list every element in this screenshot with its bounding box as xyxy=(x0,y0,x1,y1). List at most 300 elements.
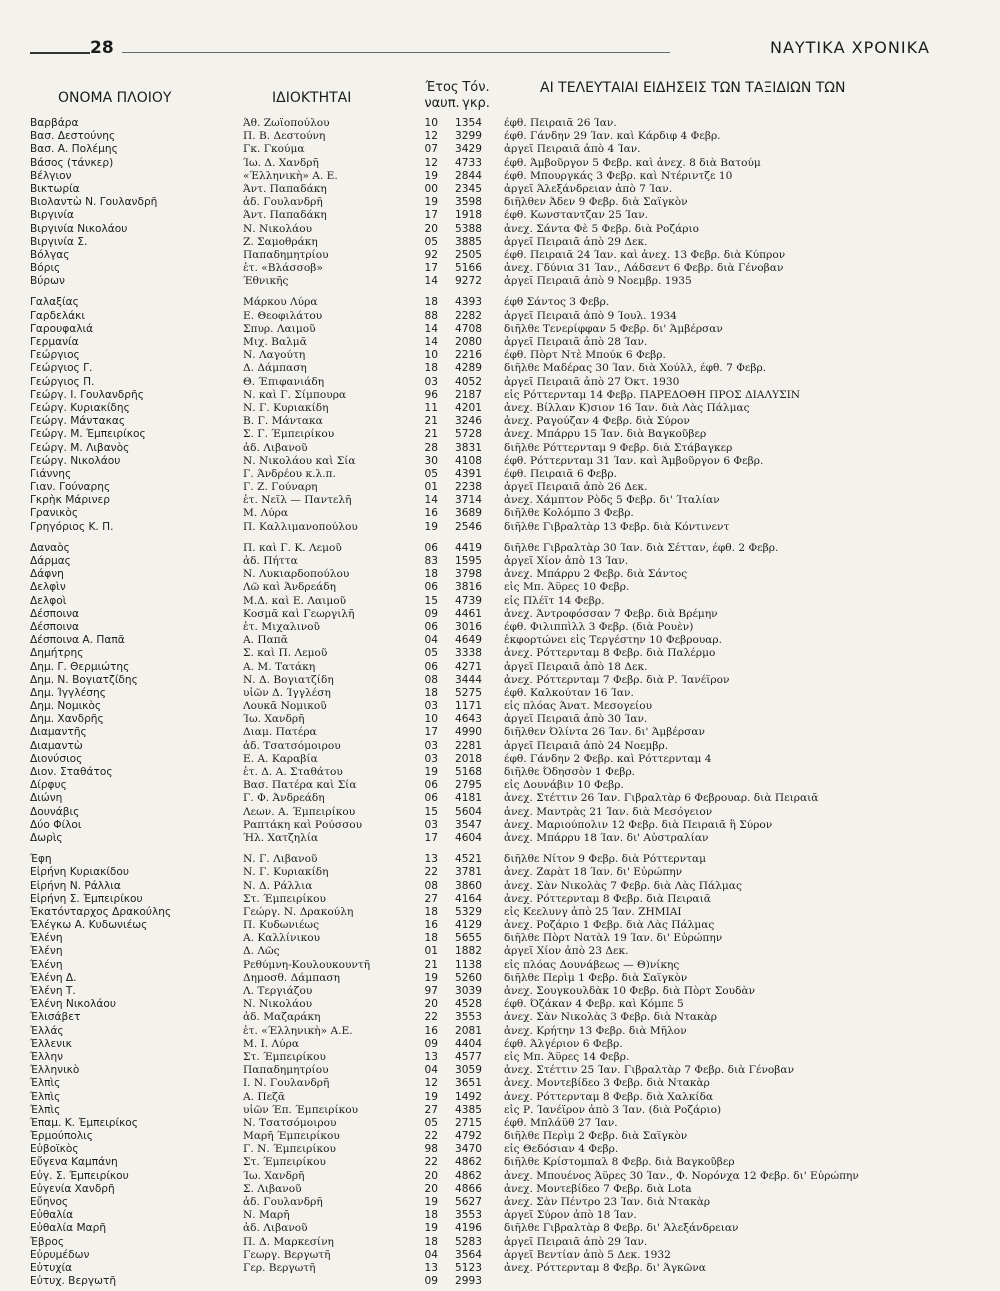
cell-year: 83 xyxy=(424,555,438,567)
table-row xyxy=(30,1249,970,1262)
table-row xyxy=(30,1156,970,1169)
cell-ton: 2216 xyxy=(455,349,482,362)
cell-ton: 3816 xyxy=(455,581,482,594)
table-row xyxy=(30,349,970,362)
cell-name: Γερμανία xyxy=(30,336,79,348)
cell-owner: «Έλληνικὴ» Α. Ε. xyxy=(243,169,338,182)
cell-year: 06 xyxy=(424,779,438,792)
cell-year: 05 xyxy=(424,1116,438,1129)
table-row xyxy=(30,1025,970,1038)
table-row xyxy=(30,832,970,845)
table-row xyxy=(30,143,970,156)
cell-name: Δημ. Ν. Βογιατζίδης xyxy=(30,673,138,686)
table-row xyxy=(30,880,970,893)
cell-name: Εὐθαλία xyxy=(30,1209,74,1222)
cell-name: Δημήτρης xyxy=(30,647,84,660)
table-row xyxy=(30,209,970,222)
cell-ton: 5166 xyxy=(455,262,482,275)
cell-news: έφθ. Όζάκαν 4 Φεβρ. καὶ Κόμπε 5 xyxy=(504,998,684,1011)
cell-news: ἀνεχ. Ροζάριο 1 Φεβρ. διὰ Λὰς Πάλμας xyxy=(504,919,715,932)
cell-name: Γεώργιος xyxy=(30,349,80,362)
cell-owner: Έθνικῆς xyxy=(243,275,289,288)
cell-ton: 4990 xyxy=(455,726,482,739)
ship-table xyxy=(30,117,970,1288)
cell-name: Γαρουφαλιά xyxy=(30,322,94,335)
cell-name: Διαμαντῆς xyxy=(30,726,87,739)
cell-ton: 4739 xyxy=(455,594,482,607)
cell-news: έφθ. Πὸρτ Ντὲ Μπούκ 6 Φεβρ. xyxy=(504,349,666,362)
cell-year: 20 xyxy=(424,1169,438,1182)
cell-name: Δημ. Γ. Θερμιώτης xyxy=(30,660,130,673)
table-row xyxy=(30,766,970,779)
cell-ton: 4404 xyxy=(455,1037,482,1050)
table-row xyxy=(30,275,970,288)
cell-owner: Ν. Δ. Βογιατζίδη xyxy=(243,673,334,686)
cell-news: ἀνεχ. Σὰν Νικολὰς 7 Φεβρ. διὰ Λὰς Πάλμας xyxy=(504,879,742,892)
cell-owner: Α. Καλλίνικου xyxy=(243,932,321,945)
table-row xyxy=(30,117,970,130)
cell-owner: ἑτ. «Έλληνικὴ» Α.Ε. xyxy=(243,1024,353,1037)
cell-year: 09 xyxy=(424,1037,438,1050)
cell-owner: Ίω. Χανδρῆ xyxy=(243,713,305,726)
cell-owner: Μ. Ι. Λύρα xyxy=(243,1037,299,1050)
cell-name: Εὐγ. Σ. Έμπειρίκου xyxy=(30,1169,129,1182)
cell-name: Έλλενικ xyxy=(30,1037,72,1050)
cell-news: διῆλθε Γιβραλτὰρ 30 Ίαν. διὰ Σέτταν, έφθ. 2 Φεβρ. xyxy=(504,541,779,554)
cell-news: ἀνεχ. Ρόττερνταμ 8 Φεβρ. διὰ Παλέρμο xyxy=(504,647,716,660)
table-row xyxy=(30,945,970,958)
table-row xyxy=(30,542,970,555)
table-row xyxy=(30,1209,970,1222)
cell-news: ἀνεχ. Ρόττερνταμ 8 Φεβρ. δι' Άγκῶνα xyxy=(504,1261,706,1274)
cell-news: ἀργεῖ Άλεξάνδρειαν ἀπὸ 7 Ίαν. xyxy=(504,182,673,195)
cell-owner: Σ. καὶ Π. Λεμοῦ xyxy=(243,647,328,660)
cell-name: Γεώργ. Κυριακίδης xyxy=(30,401,130,414)
cell-news: εἰς πλόας Δουνάβεως — Θ)νίκης xyxy=(504,958,680,971)
cell-name: Δέσποινα xyxy=(30,607,80,620)
table-row xyxy=(30,362,970,375)
cell-ton: 2715 xyxy=(455,1116,482,1129)
cell-ton: 5604 xyxy=(455,805,482,818)
table-row xyxy=(30,236,970,249)
cell-ton: 9272 xyxy=(455,275,482,288)
table-row xyxy=(30,1064,970,1077)
cell-year: 19 xyxy=(424,1090,438,1103)
cell-owner: Ίω. Δ. Χανδρῆ xyxy=(243,156,319,169)
cell-news: ἀργεῖ Πειραιᾶ ἀπὸ 9 Ίουλ. 1934 xyxy=(504,309,677,322)
cell-news: ἀνεχ. Μοντεβίδεο 7 Φεβρ. διὰ Lota xyxy=(504,1182,692,1195)
cell-name: Έκατόνταρχος Δρακούλης xyxy=(30,905,172,918)
table-row xyxy=(30,634,970,647)
cell-name: Γεώργ. Μ. Λιβανὸς xyxy=(30,441,130,454)
cell-year: 13 xyxy=(424,853,438,866)
cell-ton: 3714 xyxy=(455,494,482,507)
cell-news: εἰς πλόας Άνατ. Μεσογείου xyxy=(504,700,653,713)
cell-year: 03 xyxy=(424,700,438,713)
cell-name: Έλλην xyxy=(30,1050,64,1063)
cell-name: Δημ. Χανδρῆς xyxy=(30,713,104,726)
table-row xyxy=(30,581,970,594)
cell-name: Βικτωρία xyxy=(30,182,80,195)
cell-ton: 4052 xyxy=(455,375,482,388)
cell-ton: 2345 xyxy=(455,182,482,195)
cell-owner: Α. Παπᾶ xyxy=(243,634,288,647)
cell-year: 18 xyxy=(424,905,438,918)
cell-owner: Σ. Λιβανοῦ xyxy=(243,1182,302,1195)
cell-name: Δέσποινα xyxy=(30,620,80,633)
cell-year: 21 xyxy=(424,428,438,441)
cell-ton: 4708 xyxy=(455,322,482,335)
cell-owner: Λεων. Α. Έμπειρίκου xyxy=(243,805,356,818)
cell-ton: 4419 xyxy=(455,541,482,554)
cell-name: Γεώργ. Μ. Έμπειρίκος xyxy=(30,428,146,441)
cell-name: Έλπὶς xyxy=(30,1090,61,1103)
table-row xyxy=(30,932,970,945)
cell-year: 19 xyxy=(424,520,438,533)
cell-news: εἰς Θεδόσιαν 4 Φεβρ. xyxy=(504,1143,619,1156)
cell-year: 18 xyxy=(424,686,438,699)
cell-ton: 4289 xyxy=(455,362,482,375)
cell-name: Γεώργ. Μάντακας xyxy=(30,415,126,428)
cell-ton: 2546 xyxy=(455,520,482,533)
page-header xyxy=(30,36,970,66)
cell-owner: Ν. Νικολάου xyxy=(243,998,313,1011)
cell-owner: Π. Β. Δεστούνη xyxy=(243,130,326,143)
cell-owner: Δημοσθ. Δάμπαση xyxy=(243,971,340,984)
table-row xyxy=(30,468,970,481)
cell-owner: Δ. Δάμπαση xyxy=(243,362,307,375)
cell-year: 13 xyxy=(424,1050,438,1063)
cell-owner: Α. Μ. Τατάκη xyxy=(243,660,316,673)
cell-ton: 1138 xyxy=(455,958,482,971)
cell-owner: ἀδ. Πήττα xyxy=(243,555,298,567)
cell-year: 06 xyxy=(424,541,438,554)
cell-ton: 3798 xyxy=(455,568,482,581)
cell-ton: 1595 xyxy=(455,555,482,567)
cell-ton: 4164 xyxy=(455,892,482,905)
cell-ton: 5329 xyxy=(455,905,482,918)
table-row xyxy=(30,481,970,494)
cell-name: Γρηγόριος Κ. Π. xyxy=(30,520,114,533)
header-latest-news: ΑΙ ΤΕΛΕΥΤΑΙΑΙ ΕΙΔΗΣΕΙΣ ΤΩΝ ΤΑΞΙΔΙΩΝ ΤΩΝ xyxy=(540,80,846,96)
cell-owner: Ρεθύμνη-Κουλουκουντῆ xyxy=(243,958,371,971)
table-row xyxy=(30,249,970,262)
cell-name: Εὐτυχ. Βεργωτῆ xyxy=(30,1275,117,1288)
cell-news: εἰς Μπ. Άϋρες 10 Φεβρ. xyxy=(504,581,630,594)
cell-name: Γκρὴκ Μάρινερ xyxy=(30,494,110,507)
cell-owner: Άντ. Παπαδάκη xyxy=(243,182,327,195)
cell-news: έφθ. Μπουργκάς 3 Φεβρ. καὶ Ντέριντζε 10 xyxy=(504,169,733,182)
cell-news: έφθ. Καλκούταν 16 Ίαν. xyxy=(504,686,634,699)
cell-year: 19 xyxy=(424,1222,438,1235)
cell-news: ἀργεῖ Πειραιᾶ ἀπὸ 4 Ίαν. xyxy=(504,143,641,156)
cell-name: Βιργινία Νικολάου xyxy=(30,222,128,235)
cell-name: Έλένη Τ. xyxy=(30,985,76,997)
cell-news: διῆλθε Περὶμ 2 Φεβρ. διὰ Σαϊγκὸν xyxy=(504,1130,688,1143)
cell-name: Δάφνη xyxy=(30,568,64,581)
cell-owner: ἑτ. Μιχαλινοῦ xyxy=(243,620,320,633)
cell-name: Εὐγενία Χανδρῆ xyxy=(30,1182,115,1195)
table-row xyxy=(30,959,970,972)
table-row xyxy=(30,792,970,805)
cell-ton: 2993 xyxy=(455,1275,482,1288)
cell-ton: 5728 xyxy=(455,428,482,441)
table-row xyxy=(30,1183,970,1196)
cell-name: Δελφὶν xyxy=(30,581,66,594)
cell-name: Διον. Σταθάτος xyxy=(30,766,113,778)
cell-ton: 4181 xyxy=(455,792,482,805)
cell-news: ἀνεχ. Ρόττερνταμ 8 Φεβρ. διὰ Πειραιᾶ xyxy=(504,892,711,905)
table-row xyxy=(30,1077,970,1090)
table-row xyxy=(30,661,970,674)
cell-year: 04 xyxy=(424,1248,438,1261)
cell-year: 22 xyxy=(424,1156,438,1169)
cell-news: ἀργεῖ Πειραιᾶ ἀπὸ 28 Ίαν. xyxy=(504,336,648,348)
cell-news: διῆλθε Κολόμπο 3 Φεβρ. xyxy=(504,507,634,520)
cell-year: 12 xyxy=(424,1077,438,1090)
cell-ton: 1882 xyxy=(455,945,482,958)
cell-news: ἀνεχ. Ζαρὰτ 18 Ίαν. δι' Εὐρώπην xyxy=(504,866,683,879)
cell-ton: 3553 xyxy=(455,1011,482,1024)
table-row xyxy=(30,170,970,183)
cell-name: Εὐβοϊκὸς xyxy=(30,1143,79,1156)
table-row xyxy=(30,972,970,985)
cell-news: ἀνεχ. Σὰν Πέντρο 23 Ίαν. διὰ Ντακὰρ xyxy=(504,1196,711,1208)
cell-owner: Π. Καλλιμανοπούλου xyxy=(243,520,358,533)
cell-news: ἀνεχ. Ραγούζαν 4 Φεβρ. διὰ Σύρον xyxy=(504,415,690,428)
cell-year: 18 xyxy=(424,568,438,581)
table-row xyxy=(30,494,970,507)
cell-owner: Άθ. Ζωϊοπούλου xyxy=(243,117,330,129)
cell-name: Γαλαξίας xyxy=(30,296,79,309)
cell-owner: ἑτ. Νεῖλ — Παντελῆ xyxy=(243,494,352,507)
table-row xyxy=(30,376,970,389)
cell-owner: Ίω. Χανδρῆ xyxy=(243,1169,305,1182)
cell-year: 92 xyxy=(424,248,438,261)
table-row xyxy=(30,1130,970,1143)
cell-name: Έλένη xyxy=(30,932,63,945)
cell-owner: Ν. Νικολάου xyxy=(243,222,313,235)
table-row xyxy=(30,310,970,323)
cell-year: 13 xyxy=(424,1261,438,1274)
table-row xyxy=(30,1196,970,1209)
table-row xyxy=(30,726,970,739)
table-row xyxy=(30,1143,970,1156)
cell-name: Βαρβάρα xyxy=(30,117,79,129)
cell-ton: 2018 xyxy=(455,752,482,765)
table-row xyxy=(30,893,970,906)
table-row xyxy=(30,608,970,621)
cell-owner: Γ. Ζ. Γούναρη xyxy=(243,481,318,494)
cell-news: ἀνεχ. Μαριούπολιν 12 Φεβρ. διὰ Πειραιᾶ ἢ Σύρον xyxy=(504,818,773,831)
cell-name: Έλισάβετ xyxy=(30,1011,81,1024)
cell-owner: ἑτ. «Βλάσσοβ» xyxy=(243,262,323,275)
cell-news: ἀργεῖ Βεντίαν ἀπὸ 5 Δεκ. 1932 xyxy=(504,1248,671,1261)
table-row xyxy=(30,507,970,520)
cell-news: ἀνεχ. Μοντεβίδεο 3 Φεβρ. διὰ Ντακὰρ xyxy=(504,1077,710,1090)
cell-ton: 2081 xyxy=(455,1024,482,1037)
header-ship-name: ΟΝΟΜΑ ΠΛΟΙΟΥ xyxy=(58,90,172,106)
cell-news: έφθ. Πειραιᾶ 26 Ίαν. xyxy=(504,117,617,129)
cell-ton: 3444 xyxy=(455,673,482,686)
cell-name: Εἰρήνη Ν. Ράλλια xyxy=(30,879,121,892)
cell-owner: Ν. Λυκιαρδοπούλου xyxy=(243,568,350,581)
cell-news: ἀνεχ. Βίλλαν Κ)σιον 16 Ίαν. διὰ Λὰς Πάλμας xyxy=(504,401,750,414)
cell-ton: 3338 xyxy=(455,647,482,660)
table-row xyxy=(30,1051,970,1064)
table-row xyxy=(30,415,970,428)
column-headers xyxy=(30,76,970,114)
cell-ton: 4391 xyxy=(455,467,482,480)
cell-year: 28 xyxy=(424,441,438,454)
cell-news: ἀνεχ. Άντροφόσσαν 7 Φεβρ. διὰ Βρέμην xyxy=(504,607,718,620)
table-row xyxy=(30,819,970,832)
cell-owner: Ν. Γ. Κυριακίδη xyxy=(243,866,329,879)
table-row xyxy=(30,183,970,196)
cell-owner: Μάρκου Λύρα xyxy=(243,296,318,309)
cell-ton: 2282 xyxy=(455,309,482,322)
cell-owner: Ν. Δ. Ράλλια xyxy=(243,879,313,892)
cell-year: 06 xyxy=(424,660,438,673)
cell-year: 19 xyxy=(424,1196,438,1208)
cell-owner: ἀδ. Τσατσόμοιρου xyxy=(243,739,341,752)
table-row xyxy=(30,1038,970,1051)
cell-news: εἰς Ρ. Ίανέϊρον ἀπὸ 3 Ίαν. (διὰ Ροζάριο) xyxy=(504,1103,722,1116)
cell-name: Δέσποινα Α. Παπᾶ xyxy=(30,634,125,647)
cell-ton: 4385 xyxy=(455,1103,482,1116)
cell-name: Έλένη Νικολάου xyxy=(30,998,116,1011)
cell-ton: 5168 xyxy=(455,766,482,778)
cell-name: Δαναὸς xyxy=(30,541,70,554)
cell-owner: Ν. Λαγούτη xyxy=(243,349,306,362)
cell-year: 08 xyxy=(424,673,438,686)
cell-news: ἀργεῖ Πειραιᾶ ἀπὸ 26 Δεκ. xyxy=(504,481,648,494)
cell-news: ἀργεῖ Χίον ἀπὸ 23 Δεκ. xyxy=(504,945,629,958)
cell-name: Βύρων xyxy=(30,275,65,288)
table-row xyxy=(30,157,970,170)
table-row xyxy=(30,753,970,766)
cell-owner: Κοσμᾶ καὶ Γεωργιλῆ xyxy=(243,607,355,620)
table-row xyxy=(30,647,970,660)
cell-name: Βασ. Α. Πολέμης xyxy=(30,143,118,156)
cell-name: Εὐρυμέδων xyxy=(30,1248,90,1261)
cell-ton: 4733 xyxy=(455,156,482,169)
cell-ton: 3016 xyxy=(455,620,482,633)
cell-owner: Β. Γ. Μάντακα xyxy=(243,415,323,428)
cell-news: ἀνεχ. Στέττιν 25 Ίαν. Γιβραλτὰρ 7 Φεβρ. διὰ Γένοβαν xyxy=(504,1064,795,1077)
cell-news: ἀνεχ. Χάμπτον Ρὸδς 5 Φεβρ. δι' Ίταλίαν xyxy=(504,494,720,507)
table-row xyxy=(30,919,970,932)
cell-year: 19 xyxy=(424,766,438,778)
cell-news: διῆλθε Γιβραλτὰρ 8 Φεβρ. δι' Άλεξάνδρειαν xyxy=(504,1222,739,1235)
cell-owner: ἑτ. Δ. Α. Σταθάτου xyxy=(243,766,343,778)
cell-ton: 1171 xyxy=(455,700,482,713)
cell-year: 05 xyxy=(424,647,438,660)
cell-news: εἰς Πλέϊτ 14 Φεβρ. xyxy=(504,594,605,607)
cell-year: 22 xyxy=(424,866,438,879)
cell-ton: 3553 xyxy=(455,1209,482,1222)
cell-name: Διονύσιος xyxy=(30,752,83,765)
cell-ton: 3039 xyxy=(455,985,482,997)
cell-year: 16 xyxy=(424,1024,438,1037)
cell-news: ἀνεχ. Μπουένος Άϋρες 30 Ίαν., Φ. Νορόνχα 12 Φεβρ. δι' Εὐρώπην xyxy=(504,1169,859,1182)
cell-name: Γιάννης xyxy=(30,467,72,480)
cell-name: Βιολαντὼ Ν. Γουλανδρῆ xyxy=(30,196,158,209)
table-row xyxy=(30,621,970,634)
cell-name: Εἰρήνη Σ. Έμπειρίκου xyxy=(30,892,143,905)
cell-year: 04 xyxy=(424,1064,438,1077)
cell-news: ἀνεχ. Μπάρρυ 18 Ίαν. δι' Αὐστραλίαν xyxy=(504,831,709,844)
table-row xyxy=(30,1222,970,1235)
cell-year: 27 xyxy=(424,1103,438,1116)
cell-year: 17 xyxy=(424,831,438,844)
cell-owner: Ζ. Σαμοθράκη xyxy=(243,235,318,248)
cell-year: 15 xyxy=(424,594,438,607)
cell-owner: Παπαδημητρίου xyxy=(243,1064,329,1077)
cell-owner: Π. Δ. Μαρκεσίνη xyxy=(243,1235,334,1248)
cell-year: 00 xyxy=(424,182,438,195)
cell-news: ἀνεχ. Σουγκουλδὰκ 10 Φεβρ. διὰ Πὸρτ Σουδὰν xyxy=(504,985,756,997)
cell-year: 10 xyxy=(424,349,438,362)
table-row xyxy=(30,853,970,866)
cell-name: Δημ. Νομικὸς xyxy=(30,700,102,713)
cell-ton: 4196 xyxy=(455,1222,482,1235)
cell-owner: Βασ. Πατέρα καὶ Σία xyxy=(243,779,357,792)
cell-ton: 3598 xyxy=(455,196,482,209)
cell-year: 97 xyxy=(424,985,438,997)
table-row xyxy=(30,1236,970,1249)
table-row xyxy=(30,428,970,441)
table-row xyxy=(30,455,970,468)
table-row xyxy=(30,1170,970,1183)
cell-news: εἰς Κεελυνγ ἀπὸ 25 Ίαν. ΖΗΜΙΑΙ xyxy=(504,905,682,918)
cell-year: 18 xyxy=(424,362,438,375)
cell-name: Γεώργ. Νικολάου xyxy=(30,454,121,467)
header-tonnage: Τόν. γκρ. xyxy=(462,80,490,111)
cell-ton: 2187 xyxy=(455,388,482,401)
cell-owner: Γεώργ. Ν. Δρακούλη xyxy=(243,905,354,918)
cell-year: 96 xyxy=(424,388,438,401)
cell-year: 21 xyxy=(424,958,438,971)
cell-news: διῆλθε Πὸρτ Νατὰλ 19 Ίαν. δι' Εὐρώπην xyxy=(504,932,723,945)
cell-ton: 4129 xyxy=(455,919,482,932)
cell-ton: 2844 xyxy=(455,169,482,182)
cell-year: 18 xyxy=(424,296,438,309)
cell-news: έφθ. Άμβοῦργον 5 Φεβρ. καὶ ἀνεχ. 8 διὰ Βατούμ xyxy=(504,156,761,169)
header-owners: ΙΔΙΟΚΤΗΤΑΙ xyxy=(272,90,352,106)
cell-ton: 5655 xyxy=(455,932,482,945)
cell-ton: 4528 xyxy=(455,998,482,1011)
cell-owner: Ν. Τσατσόμοιρου xyxy=(243,1116,337,1129)
cell-year: 17 xyxy=(424,262,438,275)
cell-news: ἀνεχ. Μπάρρυ 2 Φεβρ. διὰ Σάντος xyxy=(504,568,688,581)
cell-name: Γαρδελάκι xyxy=(30,309,85,322)
cell-year: 09 xyxy=(424,607,438,620)
cell-news: έφθ. Φιλιππὶλλ 3 Φεβρ. (διὰ Ρουὲν) xyxy=(504,620,694,633)
table-row xyxy=(30,323,970,336)
cell-name: Γρανικὸς xyxy=(30,507,79,520)
cell-ton: 4866 xyxy=(455,1182,482,1195)
cell-name: Εὔγενα Καμπάνη xyxy=(30,1156,118,1169)
cell-year: 27 xyxy=(424,892,438,905)
cell-ton: 5627 xyxy=(455,1196,482,1208)
cell-owner: Μαρῆ Έμπειρίκου xyxy=(243,1130,340,1143)
cell-ton: 3689 xyxy=(455,507,482,520)
cell-year: 04 xyxy=(424,634,438,647)
cell-year: 14 xyxy=(424,494,438,507)
cell-name: Δουνάβις xyxy=(30,805,80,818)
cell-owner: Διαμ. Πατέρα xyxy=(243,726,317,739)
